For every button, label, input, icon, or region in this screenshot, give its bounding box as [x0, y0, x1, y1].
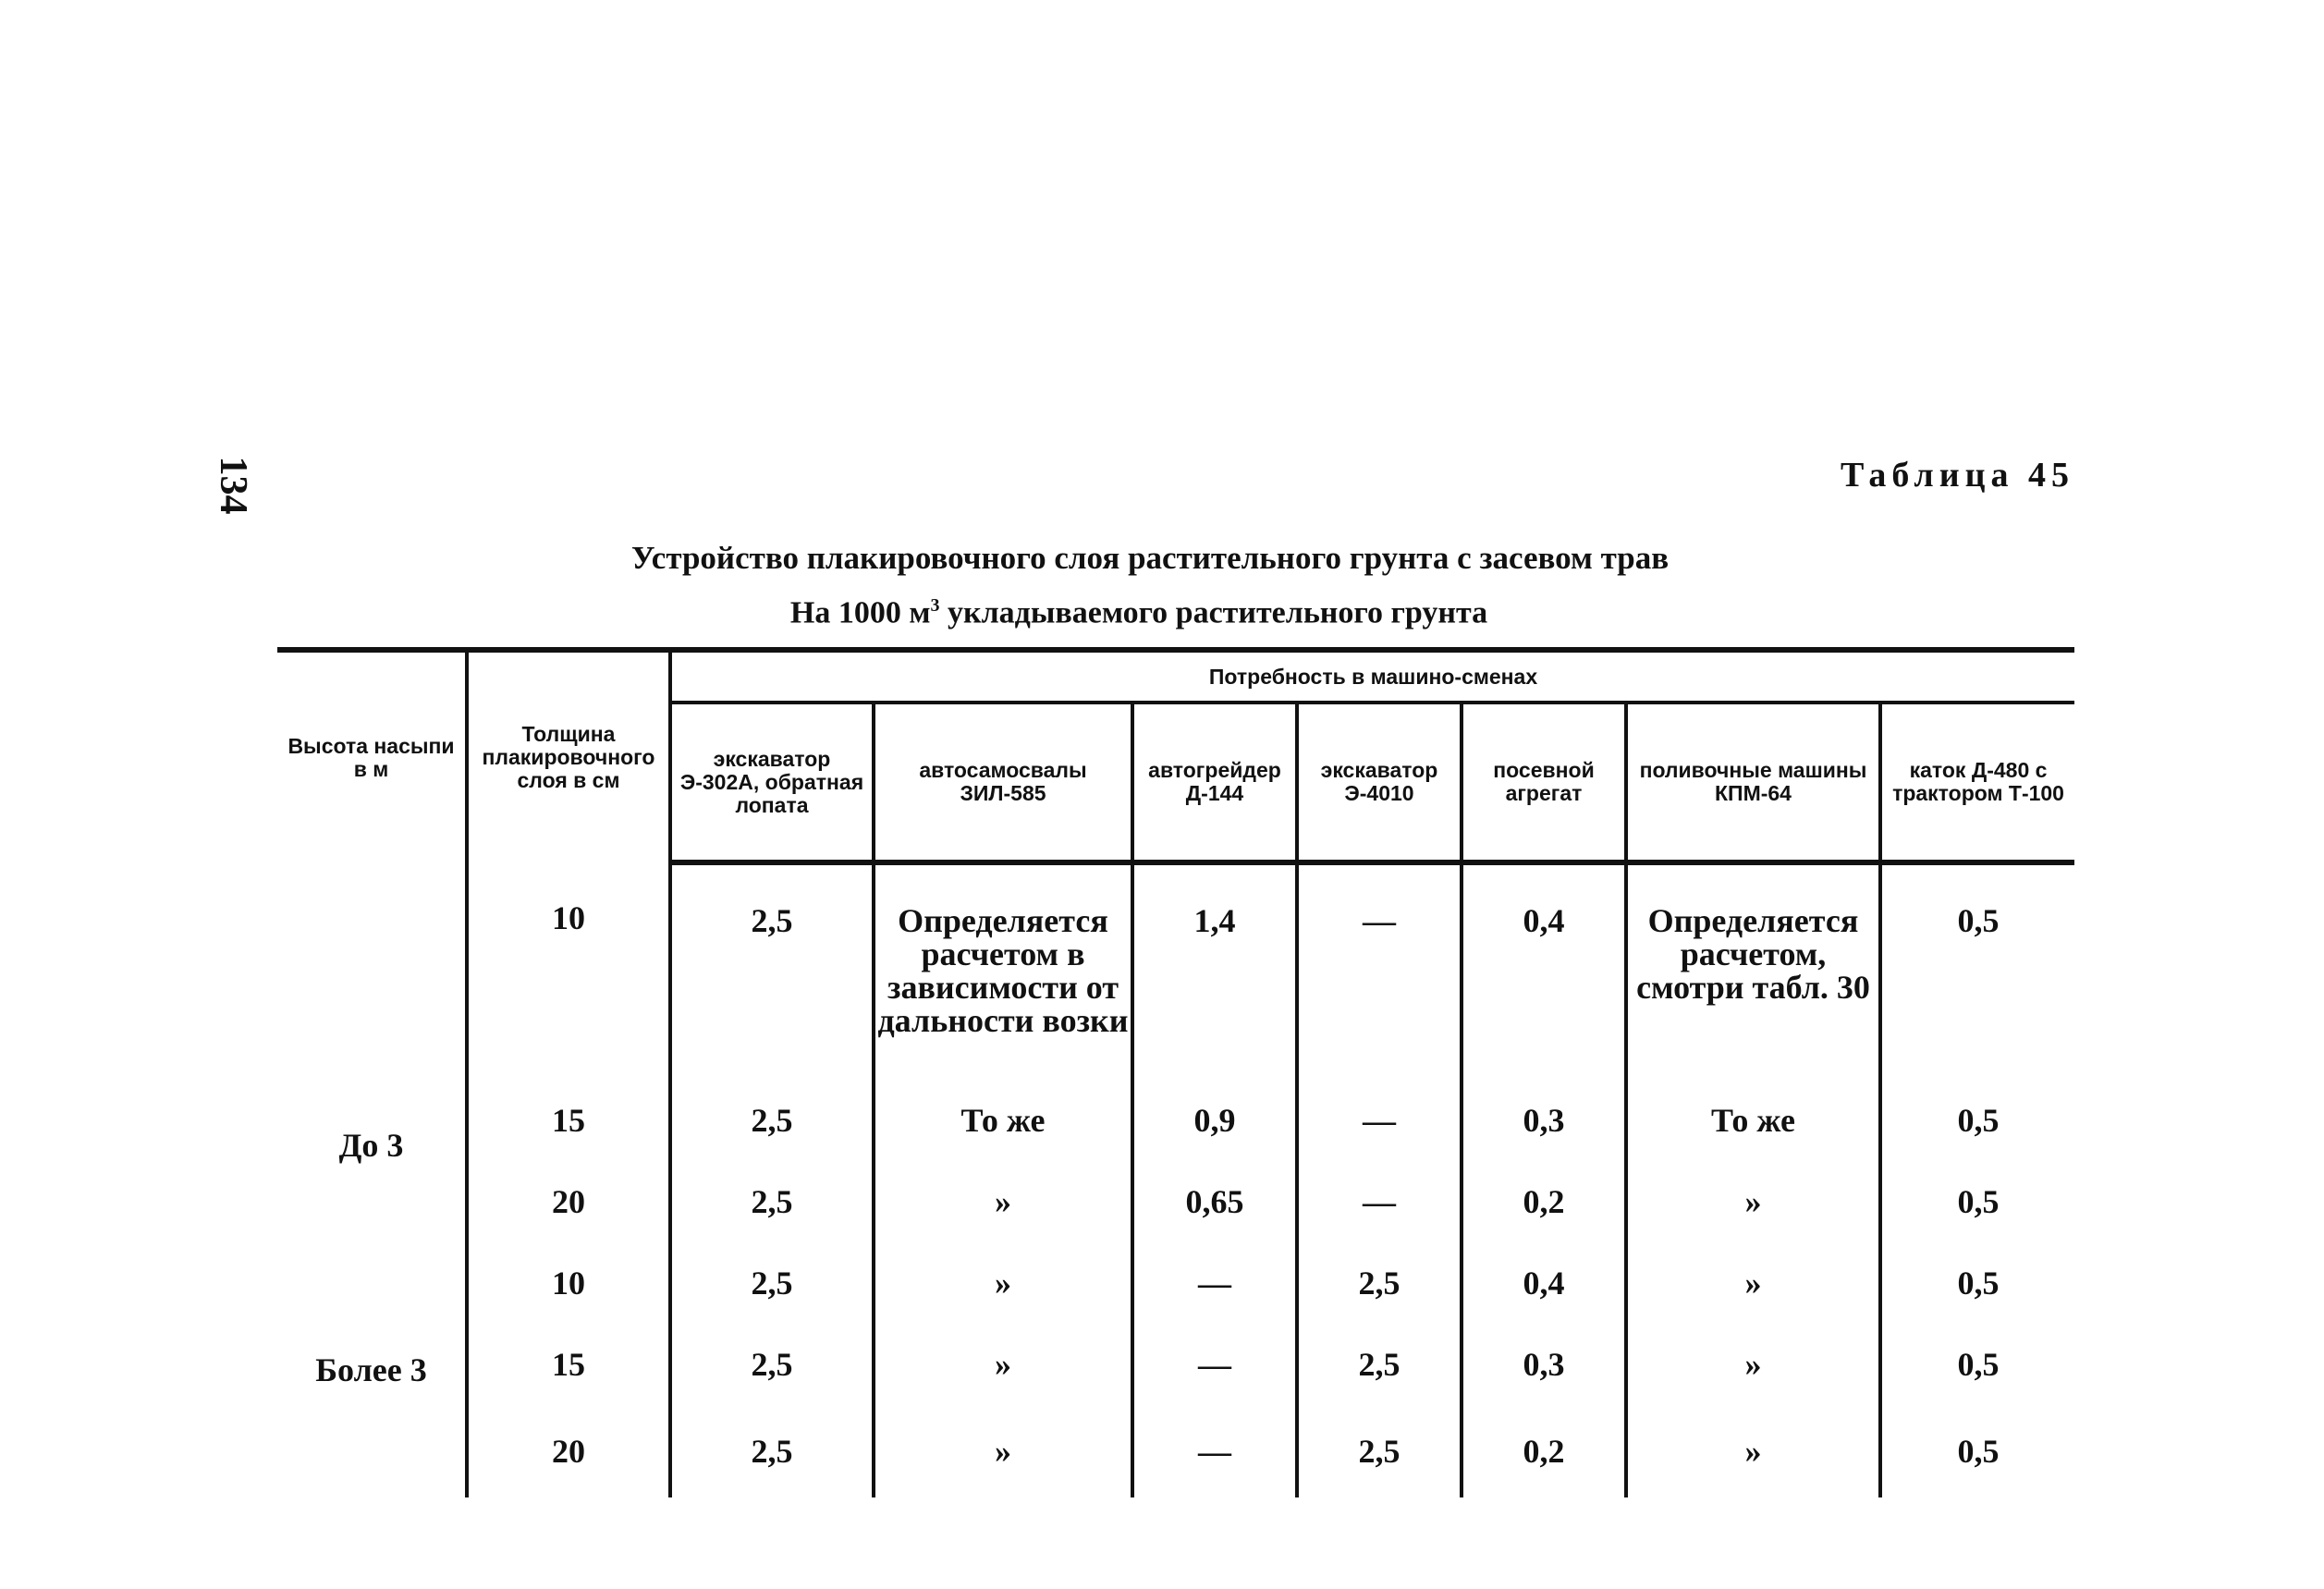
cell-watering-machines: То же: [1626, 1080, 1880, 1161]
cell-excavator-e302a: 2,5: [670, 1161, 874, 1242]
cell-excavator-e4010: 2,5: [1297, 1405, 1462, 1497]
cell-roller: 0,5: [1880, 862, 2074, 1080]
cell-watering-machines: »: [1626, 1242, 1880, 1324]
cell-seeder: 0,3: [1462, 1080, 1626, 1161]
table-row: [277, 1161, 2074, 1242]
table-row: [277, 1242, 2074, 1324]
table-row: [277, 1405, 2074, 1497]
cell-thickness: 20: [467, 1405, 670, 1497]
group-label-up-to-3: До 3: [277, 862, 467, 1242]
cell-grader: —: [1132, 1242, 1297, 1324]
cell-watering-machines: »: [1626, 1324, 1880, 1405]
header-dump-trucks: автосамосвалы ЗИЛ-585: [874, 703, 1132, 862]
cell-roller: 0,5: [1880, 1242, 2074, 1324]
header-roller: каток Д-480 с трактором Т-100: [1880, 703, 2074, 862]
header-seeder: посевной агрегат: [1462, 703, 1626, 862]
header-thickness: Толщина плакировочного слоя в см: [467, 650, 670, 862]
cell-thickness: 15: [467, 1080, 670, 1161]
cell-grader: —: [1132, 1324, 1297, 1405]
cell-thickness: 15: [467, 1324, 670, 1405]
header-watering-machines: поливочные машины КПМ-64: [1626, 703, 1880, 862]
cell-grader: 0,65: [1132, 1161, 1297, 1242]
cell-dump-trucks: »: [874, 1161, 1132, 1242]
machine-shifts-table: [277, 647, 2074, 1497]
cell-excavator-e4010: —: [1297, 1080, 1462, 1161]
table-label: Таблица 45: [1840, 456, 2074, 495]
cell-roller: 0,5: [1880, 1161, 2074, 1242]
cell-excavator-e302a: 2,5: [670, 1405, 874, 1497]
cell-dump-trucks: То же: [874, 1080, 1132, 1161]
header-grader: автогрейдер Д-144: [1132, 703, 1297, 862]
page-number: 134: [212, 456, 254, 515]
subtitle-suffix: укладываемого растительного грунта: [939, 595, 1488, 630]
table-row: [277, 862, 2074, 1080]
cell-thickness: 20: [467, 1161, 670, 1242]
cell-excavator-e302a: 2,5: [670, 1080, 874, 1161]
cell-excavator-e4010: 2,5: [1297, 1324, 1462, 1405]
cell-excavator-e4010: 2,5: [1297, 1242, 1462, 1324]
cell-excavator-e4010: —: [1297, 1161, 1462, 1242]
table-title: Устройство плакировочного слоя растительного грунта с засевом трав: [630, 540, 1670, 576]
subtitle-prefix: На 1000 м: [789, 595, 931, 630]
cell-dump-trucks: »: [874, 1405, 1132, 1497]
cell-grader: —: [1132, 1405, 1297, 1497]
cell-excavator-e4010: —: [1297, 862, 1462, 1080]
cell-seeder: 0,3: [1462, 1324, 1626, 1405]
cell-grader: 1,4: [1132, 862, 1297, 1080]
cell-roller: 0,5: [1880, 1324, 2074, 1405]
header-excavator-e302a: экскаватор Э-302А, обратная лопата: [670, 703, 874, 862]
cell-dump-trucks: »: [874, 1242, 1132, 1324]
cell-seeder: 0,4: [1462, 862, 1626, 1080]
cell-excavator-e302a: 2,5: [670, 1324, 874, 1405]
header-machine-shifts: Потребность в машино-сменах: [670, 650, 2074, 703]
cell-seeder: 0,4: [1462, 1242, 1626, 1324]
table-row: [277, 1324, 2074, 1405]
cell-watering-machines: »: [1626, 1405, 1880, 1497]
cell-seeder: 0,2: [1462, 1405, 1626, 1497]
header-height: Высота насыпи в м: [277, 650, 467, 862]
group-label-over-3: Более 3: [277, 1242, 467, 1497]
cell-excavator-e302a: 2,5: [670, 1242, 874, 1324]
cell-roller: 0,5: [1880, 1405, 2074, 1497]
cell-thickness: 10: [467, 1242, 670, 1324]
cell-thickness: 10: [467, 862, 670, 1080]
cell-watering-machines: »: [1626, 1161, 1880, 1242]
cell-dump-trucks: Определяется расчетом в зависимости от дальности возки: [874, 862, 1132, 1080]
cell-grader: 0,9: [1132, 1080, 1297, 1161]
table-row: [277, 1080, 2074, 1161]
cell-watering-machines: Определяется расчетом, смотри табл. 30: [1626, 862, 1880, 1080]
header-excavator-e4010: экскаватор Э-4010: [1297, 703, 1462, 862]
cell-excavator-e302a: 2,5: [670, 862, 874, 1080]
table-subtitle: [0, 595, 2301, 630]
cell-dump-trucks: »: [874, 1324, 1132, 1405]
cell-seeder: 0,2: [1462, 1161, 1626, 1242]
cell-roller: 0,5: [1880, 1080, 2074, 1161]
subtitle-sup: 3: [930, 595, 940, 616]
